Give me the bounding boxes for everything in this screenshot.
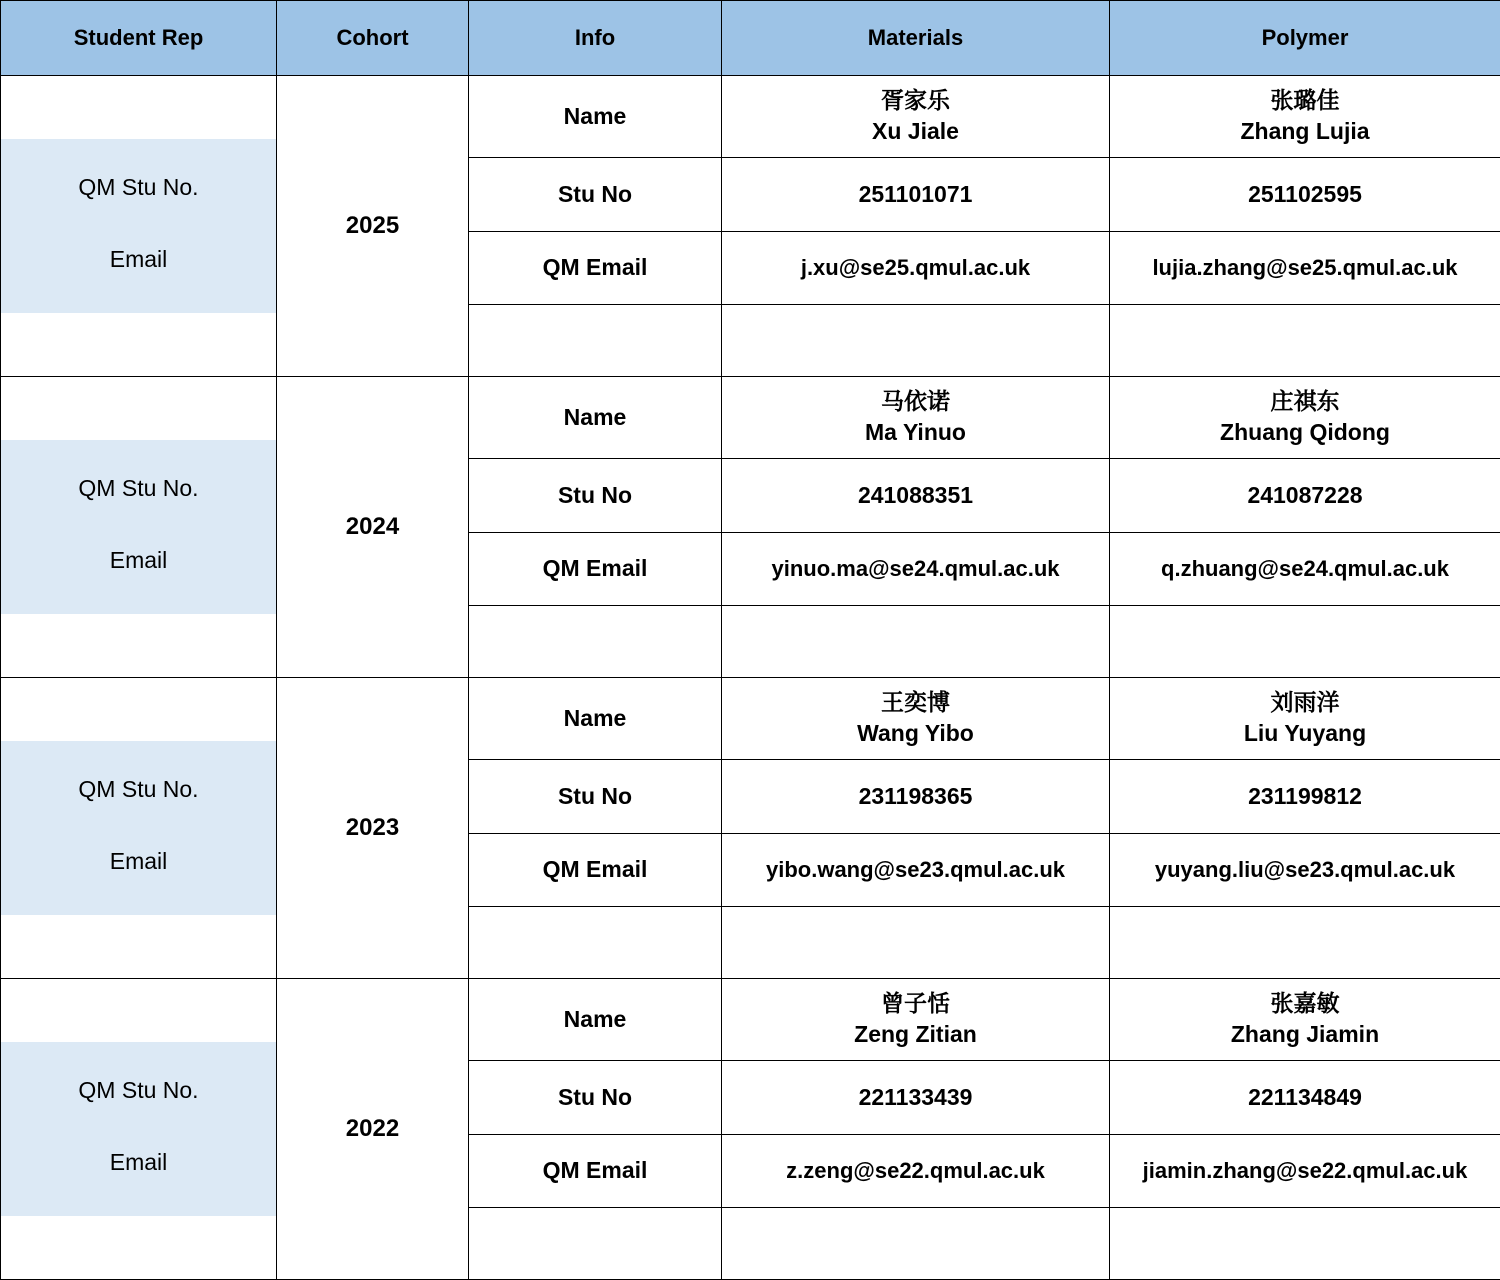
- rep-label-email: Email: [1, 524, 276, 596]
- rep-blank-bottom: [1, 915, 276, 978]
- polymer-stu-no-2025: 251102595: [1110, 157, 1500, 231]
- polymer-name-cn: 刘雨洋: [1116, 687, 1494, 718]
- info-label-stu-no: Stu No: [469, 1060, 722, 1134]
- materials-stu-no-2022: 221133439: [722, 1060, 1110, 1134]
- rep-shaded-block: [1, 1042, 276, 1216]
- info-label-qm-email: QM Email: [469, 532, 722, 606]
- materials-email-2023[interactable]: yibo.wang@se23.qmul.ac.uk: [722, 833, 1110, 907]
- materials-email-2025[interactable]: j.xu@se25.qmul.ac.uk: [722, 231, 1110, 305]
- column-header-cohort: Cohort: [277, 1, 469, 76]
- polymer-name-en: Zhang Jiamin: [1116, 1019, 1494, 1050]
- materials-blank-2025: [722, 305, 1110, 377]
- polymer-stu-no-2024: 241087228: [1110, 458, 1500, 532]
- info-label-qm-email: QM Email: [469, 1134, 722, 1208]
- rep-blank-bottom: [1, 1216, 276, 1279]
- polymer-name-en: Zhuang Qidong: [1116, 417, 1494, 448]
- rep-shaded-block: [1, 741, 276, 915]
- materials-name-cn: 王奕博: [728, 687, 1103, 718]
- materials-stu-no-2024: 241088351: [722, 458, 1110, 532]
- materials-name-en: Xu Jiale: [728, 116, 1103, 147]
- polymer-name-en: Zhang Lujia: [1116, 116, 1494, 147]
- polymer-blank-2024: [1110, 606, 1500, 678]
- rep-blank-top: [1, 678, 276, 741]
- materials-stu-no-2025: 251101071: [722, 157, 1110, 231]
- info-label-name: Name: [469, 377, 722, 459]
- polymer-name-2025: [1110, 76, 1500, 158]
- info-label-name: Name: [469, 979, 722, 1061]
- column-header-student-rep: Student Rep: [1, 1, 277, 76]
- materials-name-cn: 曾子恬: [728, 988, 1103, 1019]
- polymer-blank-2025: [1110, 305, 1500, 377]
- table-row: [1, 76, 1500, 158]
- materials-blank-2022: [722, 1208, 1110, 1280]
- materials-blank-2023: [722, 907, 1110, 979]
- rep-label-email: Email: [1, 223, 276, 295]
- rep-label-stu-no: QM Stu No.: [1, 1054, 276, 1126]
- column-header-materials: Materials: [722, 1, 1110, 76]
- polymer-name-cn: 张璐佳: [1116, 85, 1494, 116]
- materials-name-cn: 胥家乐: [728, 85, 1103, 116]
- materials-name-2025: [722, 76, 1110, 158]
- materials-name-en: Ma Yinuo: [728, 417, 1103, 448]
- rep-shaded-block: [1, 139, 276, 313]
- rep-label-stu-no: QM Stu No.: [1, 452, 276, 524]
- info-blank-2022: [469, 1208, 722, 1280]
- info-label-stu-no: Stu No: [469, 157, 722, 231]
- materials-name-2023: [722, 678, 1110, 760]
- rep-label-stu-no: QM Stu No.: [1, 151, 276, 223]
- polymer-email-2024[interactable]: q.zhuang@se24.qmul.ac.uk: [1110, 532, 1500, 606]
- table-row: [1, 979, 1500, 1061]
- cohort-year-2024: 2024: [277, 377, 469, 678]
- polymer-name-cn: 庄祺东: [1116, 386, 1494, 417]
- info-label-stu-no: Stu No: [469, 759, 722, 833]
- rep-label-email: Email: [1, 825, 276, 897]
- student-rep-labels-2023: [1, 678, 277, 979]
- info-blank-2024: [469, 606, 722, 678]
- info-label-name: Name: [469, 76, 722, 158]
- polymer-email-2022[interactable]: jiamin.zhang@se22.qmul.ac.uk: [1110, 1134, 1500, 1208]
- info-blank-2025: [469, 305, 722, 377]
- materials-name-cn: 马依诺: [728, 386, 1103, 417]
- info-label-stu-no: Stu No: [469, 458, 722, 532]
- rep-blank-bottom: [1, 313, 276, 376]
- column-header-info: Info: [469, 1, 722, 76]
- info-label-qm-email: QM Email: [469, 231, 722, 305]
- materials-name-en: Wang Yibo: [728, 718, 1103, 749]
- materials-email-2024[interactable]: yinuo.ma@se24.qmul.ac.uk: [722, 532, 1110, 606]
- materials-name-en: Zeng Zitian: [728, 1019, 1103, 1050]
- polymer-blank-2022: [1110, 1208, 1500, 1280]
- student-rep-labels-2024: [1, 377, 277, 678]
- rep-shaded-block: [1, 440, 276, 614]
- cohort-year-2023: 2023: [277, 678, 469, 979]
- materials-name-2022: [722, 979, 1110, 1061]
- materials-name-2024: [722, 377, 1110, 459]
- table-row: [1, 678, 1500, 760]
- column-header-polymer: Polymer: [1110, 1, 1500, 76]
- rep-label-stu-no: QM Stu No.: [1, 753, 276, 825]
- cohort-year-2025: 2025: [277, 76, 469, 377]
- polymer-name-cn: 张嘉敏: [1116, 988, 1494, 1019]
- polymer-email-2025[interactable]: lujia.zhang@se25.qmul.ac.uk: [1110, 231, 1500, 305]
- cohort-year-2022: 2022: [277, 979, 469, 1280]
- polymer-name-en: Liu Yuyang: [1116, 718, 1494, 749]
- info-blank-2023: [469, 907, 722, 979]
- rep-blank-top: [1, 377, 276, 440]
- polymer-email-2023[interactable]: yuyang.liu@se23.qmul.ac.uk: [1110, 833, 1500, 907]
- polymer-name-2023: [1110, 678, 1500, 760]
- materials-stu-no-2023: 231198365: [722, 759, 1110, 833]
- polymer-stu-no-2023: 231199812: [1110, 759, 1500, 833]
- polymer-blank-2023: [1110, 907, 1500, 979]
- materials-blank-2024: [722, 606, 1110, 678]
- materials-email-2022[interactable]: z.zeng@se22.qmul.ac.uk: [722, 1134, 1110, 1208]
- polymer-name-2022: [1110, 979, 1500, 1061]
- rep-label-email: Email: [1, 1126, 276, 1198]
- polymer-stu-no-2022: 221134849: [1110, 1060, 1500, 1134]
- table-row: [1, 377, 1500, 459]
- info-label-name: Name: [469, 678, 722, 760]
- rep-blank-bottom: [1, 614, 276, 677]
- student-rep-labels-2022: [1, 979, 277, 1280]
- table-header-row: [1, 1, 1500, 76]
- student-rep-labels-2025: [1, 76, 277, 377]
- polymer-name-2024: [1110, 377, 1500, 459]
- rep-blank-top: [1, 76, 276, 139]
- info-label-qm-email: QM Email: [469, 833, 722, 907]
- rep-blank-top: [1, 979, 276, 1042]
